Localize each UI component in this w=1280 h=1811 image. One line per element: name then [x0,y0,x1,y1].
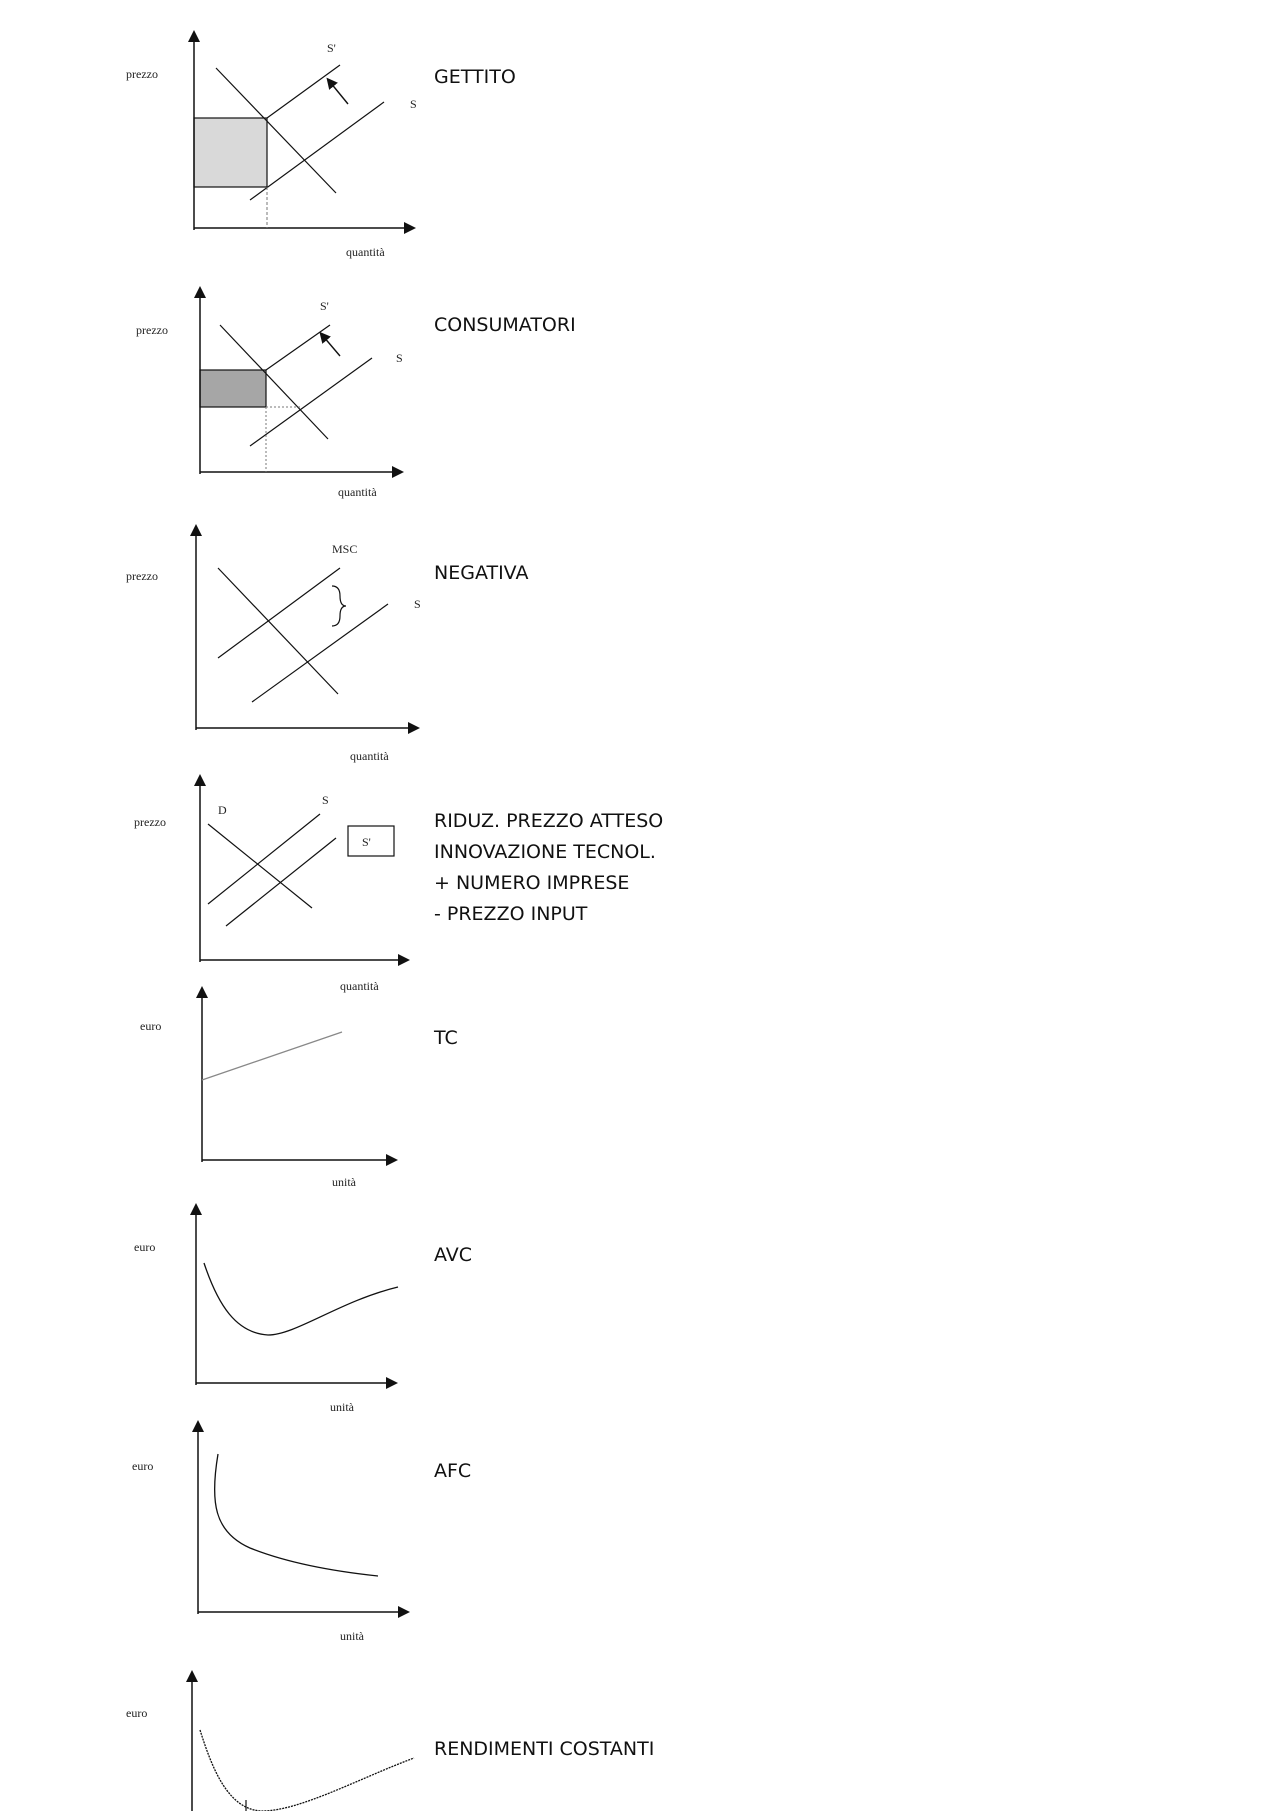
curve-label-d: D [218,803,227,817]
caption-line: + NUMERO IMPRESE [434,872,630,894]
x-axis-label: unità [330,1400,354,1414]
caption-line: INNOVAZIONE TECNOL. [434,841,656,863]
figure-afc [0,1422,440,1647]
caption-tc [434,1023,458,1054]
curve-label-s: S [414,597,421,611]
demand-line [218,568,338,694]
curve-label-s: S [396,351,403,365]
curve-label-s-prime: S' [327,41,336,55]
caption-line: GETTITO [434,66,516,88]
y-axis-label: prezzo [126,569,158,583]
curve-label-s: S [410,97,417,111]
figure-negativa [0,528,440,768]
figure-tc [0,990,440,1190]
x-axis-label: quantità [340,979,379,993]
y-axis-label: prezzo [136,323,168,337]
caption-line: TC [434,1027,458,1049]
diagram-negativa [0,528,440,768]
diagram-riduzione [0,776,440,996]
curve-label-msc: MSC [332,542,358,556]
curve-label-s-prime: S' [362,835,371,849]
y-axis-label: euro [132,1459,154,1473]
caption-line: AVC [434,1244,473,1266]
figure-rendimenti [0,1668,440,1811]
y-axis-label: euro [140,1019,162,1033]
curve-label-s-prime: S' [320,299,329,313]
caption-avc [434,1240,472,1271]
curve-label-s: S [322,793,329,807]
diagram-rendimenti [0,1668,440,1811]
caption-line: - PREZZO INPUT [434,903,588,925]
caption-gettito [434,62,516,93]
caption-line: CONSUMATORI [434,314,576,336]
x-axis-label: unità [332,1175,356,1189]
supply-line-shifted [267,65,340,118]
x-axis-label: quantità [338,485,377,499]
caption-rendimenti [434,1734,654,1765]
supply-line [252,604,388,702]
caption-riduzione [434,806,663,930]
figure-gettito [0,20,440,270]
avc-curve [204,1263,398,1335]
y-axis-label: prezzo [126,67,158,81]
x-axis-label: unità [340,1629,364,1643]
shift-arrow [330,82,348,104]
diagram-tc [0,990,440,1190]
caption-line: AFC [434,1460,472,1482]
afc-curve [215,1454,378,1576]
supply-line-shifted [266,325,330,370]
caption-afc [434,1456,471,1487]
y-axis-label: prezzo [134,815,166,829]
msc-line [218,568,340,658]
caption-negativa [434,558,528,589]
external-cost-brace [332,586,346,626]
figure-consumatori [0,288,440,513]
diagram-afc [0,1422,440,1647]
diagram-avc [0,1205,440,1420]
tc-line [202,1032,342,1080]
lrac-curve [200,1730,414,1811]
s-prime-box [348,826,394,856]
y-axis-label: euro [134,1240,156,1254]
y-axis-label: euro [126,1706,148,1720]
caption-line: RENDIMENTI COSTANTI [434,1738,655,1760]
tax-revenue-area [194,118,267,187]
supply-line [208,814,320,904]
supply-line [250,102,384,200]
demand-line [208,824,312,908]
figure-avc [0,1205,440,1420]
figure-riduzione [0,776,440,996]
consumer-burden-area [200,370,266,407]
x-axis-label: quantità [350,749,389,763]
supply-line [250,358,372,446]
caption-line: NEGATIVA [434,562,529,584]
shift-arrow [323,336,340,356]
caption-line: RIDUZ. PREZZO ATTESO [434,810,664,832]
diagram-gettito [0,20,440,270]
diagram-consumatori [0,288,440,513]
x-axis-label: quantità [346,245,385,259]
caption-consumatori [434,310,576,341]
